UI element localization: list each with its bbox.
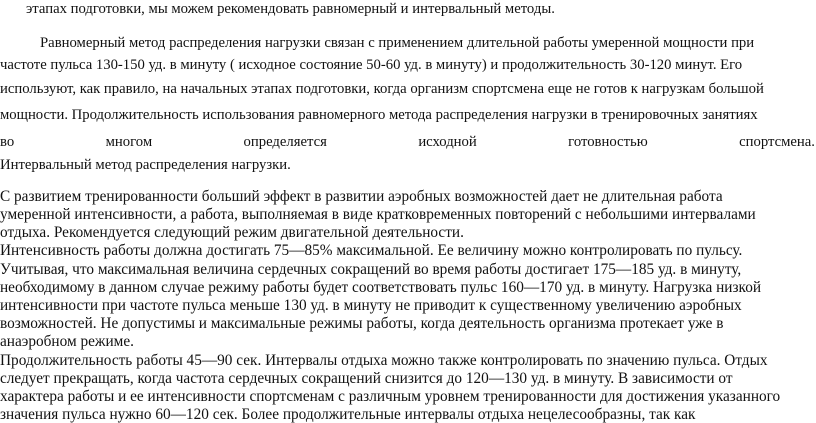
paragraph-b-line: Интенсивность работы должна достигать 75—85% максимальной. Ее величину можно контролировать по пульсу.: [0, 242, 743, 259]
word: исходной: [418, 134, 477, 150]
paragraph-b-line: анаэробном режиме.: [0, 333, 134, 350]
paragraph-b-line: возможностей. Не допустимы и максимальные режимы работы, когда деятельность организма протекает уже в: [0, 315, 724, 332]
paragraph-b-line: Продолжительность работы 45—90 сек. Интервалы отдыха можно также контролировать по значению пульса. Отдых: [0, 352, 768, 369]
paragraph-b-line: Учитывая, что максимальная величина сердечных сокращений во время работы достигает 175—185 уд. в минуту,: [0, 261, 742, 278]
paragraph-a-line-6: [0, 134, 815, 151]
paragraph-b-line: С развитием тренированности больший эффект в развитии аэробных возможностей дает не длительная работа: [0, 188, 723, 205]
paragraph-a-line-1: этапах подготовки, мы можем рекомендовать равномерный и интервальный методы.: [26, 1, 555, 17]
word: во: [0, 134, 15, 150]
paragraph-a-line-7: Интервальный метод распределения нагрузки.: [0, 157, 291, 173]
paragraph-a-line-2: Равномерный метод распределения нагрузки связан с применением длительной работы умеренной мощности при: [40, 35, 755, 51]
word: спортсмена.: [739, 134, 815, 150]
paragraph-b-line: необходимому в данном случае режиму работы будет соответствовать пульс 160—170 уд. в минуту. Нагрузка низкой: [0, 279, 762, 296]
paragraph-b-line: характера работы и ее интенсивности спортсменам с различным уровнем тренированности для достижения указанного: [0, 388, 781, 405]
paragraph-a-line-3: частоте пульса 130-150 уд. в минуту ( исходное состояние 50-60 уд. в минуту) и продолжительность 30-120 минут. Его: [0, 57, 743, 73]
paragraph-b-line: умеренной интенсивности, а работа, выполняемая в виде кратковременных повторений с небольшими интервалами: [0, 206, 756, 223]
word: определяется: [243, 134, 327, 150]
paragraph-a-line-5: мощности. Продолжительность использования равномерного метода распределения нагрузки в тренировочных занятиях: [0, 107, 758, 123]
paragraph-a-line-4: используют, как правило, на начальных этапах подготовки, когда организм спортсмена еще не готов к нагрузкам большой: [0, 81, 764, 97]
paragraph-b-line: следует прекращать, когда частота сердечных сокращений снизится до 120—130 уд. в минуту. В зависимости от: [0, 370, 733, 387]
word: готовностью: [568, 134, 648, 150]
word: многом: [105, 134, 153, 150]
paragraph-b-line: интенсивности при частоте пульса меньше 130 уд. в минуту не приводит к существенному увеличению аэробных: [0, 297, 742, 314]
paragraph-b-line: отдыха. Рекомендуется следующий режим двигательной деятельности.: [0, 224, 464, 241]
paragraph-b-line: значения пульса нужно 60—120 сек. Более продолжительные интервалы отдыха нецелесообразны, так как: [0, 406, 696, 423]
